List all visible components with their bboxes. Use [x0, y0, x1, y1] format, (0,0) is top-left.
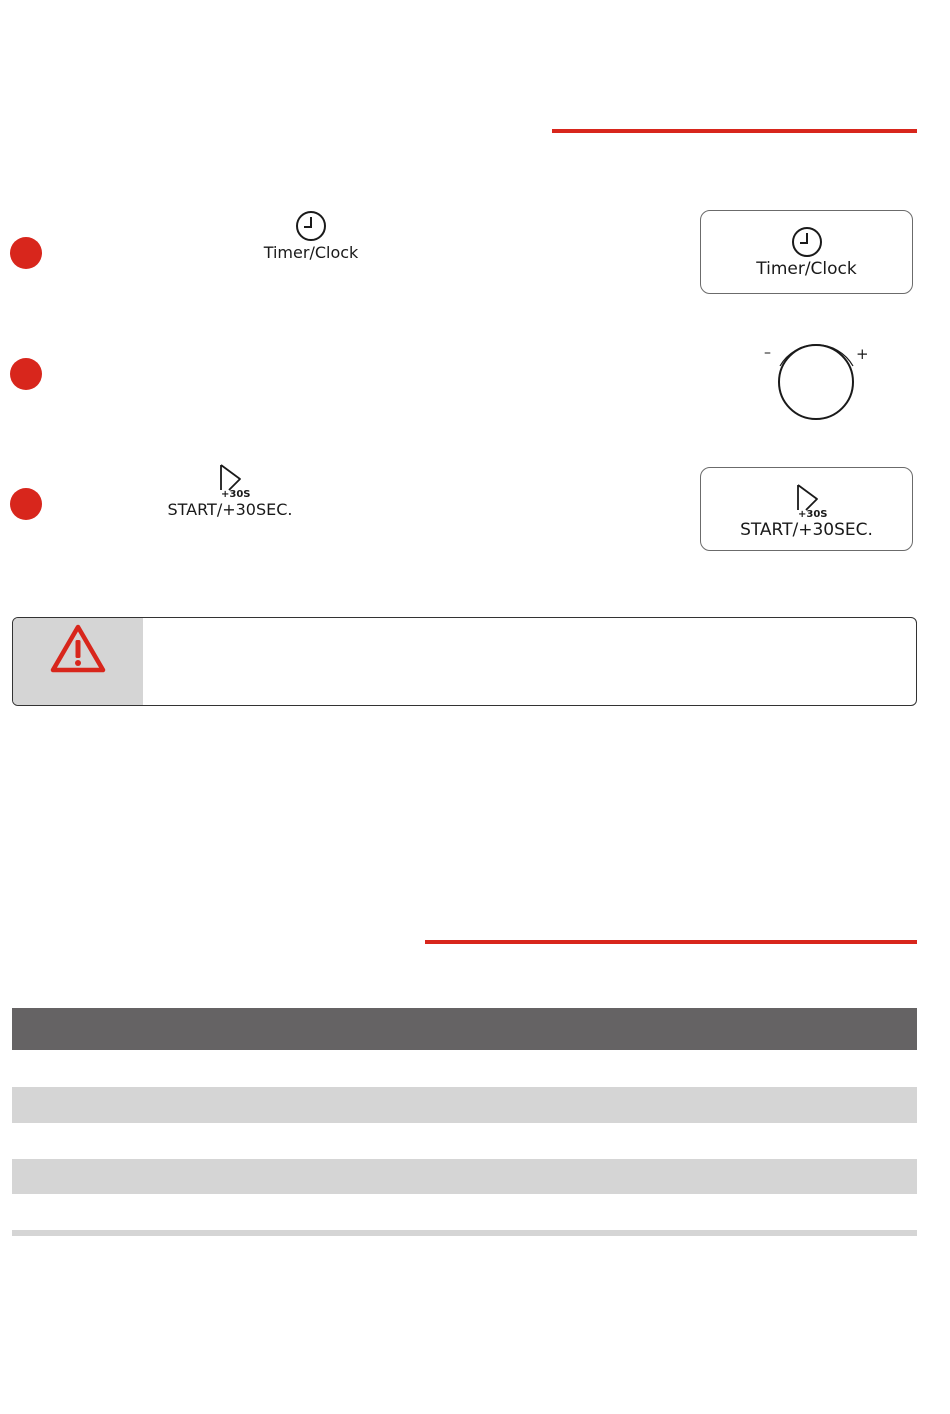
- timer-clock-button[interactable]: [700, 210, 913, 294]
- start-icon-badge: +30S: [221, 489, 250, 500]
- knob-icon[interactable]: [758, 330, 870, 426]
- table-row: [12, 1087, 917, 1123]
- clock-icon: [790, 225, 824, 259]
- start-button-label: START/+30SEC.: [740, 520, 873, 540]
- table-row: [12, 1050, 917, 1087]
- inline-start-label: START/+30SEC.: [167, 500, 293, 519]
- table-row: [12, 1159, 917, 1194]
- caution-icon-panel: [13, 618, 143, 705]
- start-button-badge: +30S: [797, 509, 827, 520]
- table-row: [12, 1194, 917, 1230]
- timer-clock-button-label: Timer/Clock: [756, 259, 857, 279]
- start-30sec-button[interactable]: [700, 467, 913, 551]
- section-heading-rule-2: [425, 940, 917, 944]
- warning-icon: [48, 622, 108, 676]
- inline-start-key: [160, 462, 300, 519]
- table-header: [12, 1008, 917, 1050]
- step-marker-2: [10, 358, 42, 390]
- knob-plus-label: +: [856, 345, 869, 363]
- section-heading-rule: [552, 129, 917, 133]
- clock-icon: [294, 209, 328, 243]
- table-bottom-border: [12, 1230, 917, 1236]
- step-marker-3: [10, 488, 42, 520]
- step-marker-1: [10, 237, 42, 269]
- start-icon: [210, 462, 250, 500]
- start-icon: [787, 482, 827, 520]
- inline-timer-clock-key: [250, 209, 372, 262]
- inline-timer-clock-label: Timer/Clock: [263, 243, 359, 262]
- knob-minus-label: –: [764, 345, 771, 361]
- table-row: [12, 1123, 917, 1159]
- caution-box: [12, 617, 917, 706]
